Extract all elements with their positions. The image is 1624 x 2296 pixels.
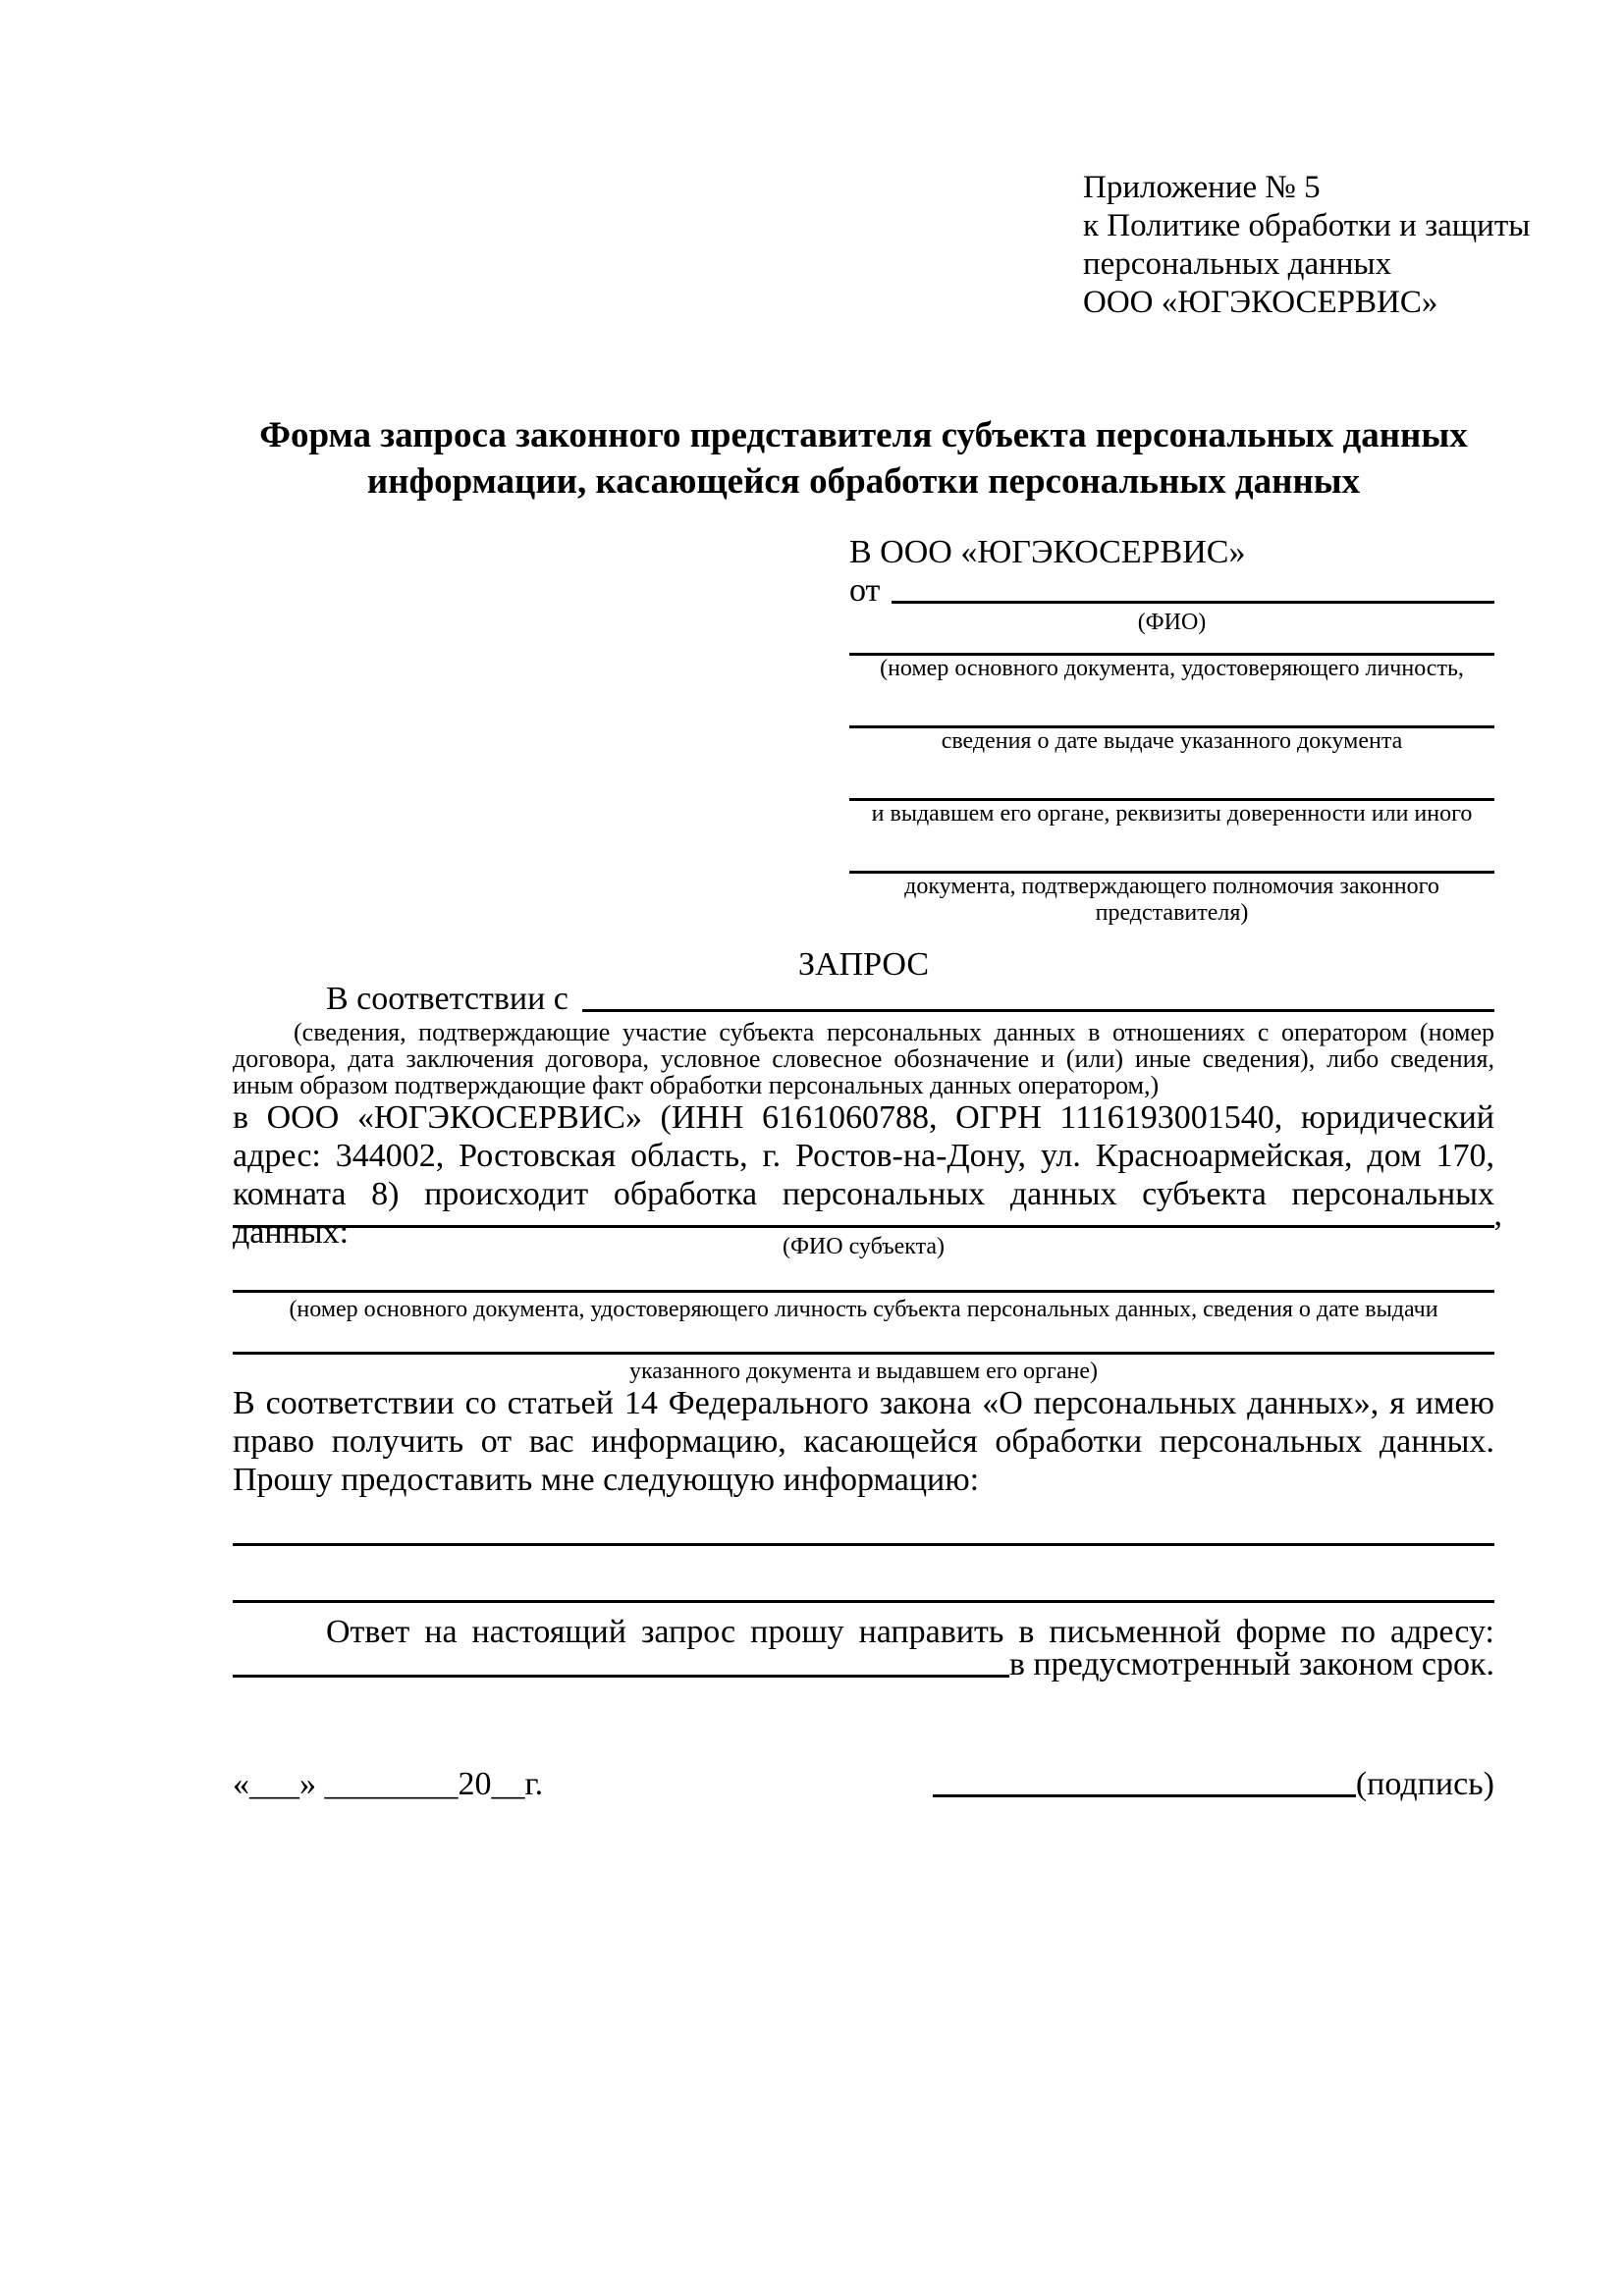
subject-doc-field-2[interactable] bbox=[233, 1352, 1494, 1355]
annex-note bbox=[1083, 169, 1530, 322]
subject-doc-field-1[interactable] bbox=[233, 1290, 1494, 1293]
annex-note-line: персональных данных bbox=[1083, 246, 1392, 282]
fio-caption: (ФИО) bbox=[1137, 610, 1207, 635]
reply-sentence: Ответ на настоящий запрос прошу направить в письменной форме по адресу: bbox=[326, 1614, 1494, 1650]
form-title bbox=[233, 412, 1494, 505]
law-paragraph: В соответствии со статьей 14 Федерального закона «О персональных данных», я имею право получить от вас информацию, касающейся обработки персональных данных. Прошу предоставить мне следующую информацию: bbox=[233, 1385, 1494, 1498]
reply-address-field[interactable] bbox=[233, 1675, 1009, 1678]
request-heading: ЗАПРОС bbox=[797, 946, 930, 983]
form-title-line2: информации, касающейся обработки персональных данных bbox=[366, 461, 1361, 502]
rep-authority-doc-caption: документа, подтверждающего полномочия законного представителя) bbox=[904, 874, 1439, 926]
requested-info-field-1[interactable] bbox=[233, 1543, 1494, 1546]
signature-field[interactable] bbox=[933, 1794, 1356, 1797]
form-title-line1: Форма запроса законного представителя субъекта персональных данных bbox=[259, 415, 1468, 455]
requested-info-field-2[interactable] bbox=[233, 1600, 1494, 1603]
rep-doc-issue-date-caption: сведения о дате выдаче указанного документа bbox=[941, 728, 1403, 754]
signature-caption: (подпись) bbox=[1355, 1766, 1494, 1802]
accordance-row bbox=[233, 980, 1494, 1018]
rep-doc-issuer-caption: и выдавшем его органе, реквизиты доверенности или иного bbox=[871, 801, 1473, 827]
annex-note-line: к Политике обработки и защиты bbox=[1083, 208, 1531, 243]
date-field[interactable]: «___» ________20__г. bbox=[233, 1766, 544, 1802]
subject-doc-caption-2: указанного документа и выдавшем его органе) bbox=[628, 1359, 1099, 1384]
rep-doc-number-field[interactable] bbox=[849, 636, 1494, 656]
rep-doc-issuer-field[interactable] bbox=[849, 755, 1494, 801]
subject-line-comma: , bbox=[1493, 1197, 1502, 1233]
subject-fio-row bbox=[233, 1196, 1502, 1234]
subject-fio-caption: (ФИО субъекта) bbox=[782, 1234, 946, 1259]
reply-address-row bbox=[233, 1645, 1494, 1683]
annex-note-line: Приложение № 5 bbox=[1083, 170, 1321, 205]
signature-row bbox=[933, 1765, 1494, 1803]
from-label: от bbox=[849, 572, 881, 609]
reply-tail: в предусмотренный законом срок. bbox=[1008, 1646, 1494, 1682]
addressee-block bbox=[849, 533, 1494, 927]
subject-fio-field[interactable] bbox=[233, 1225, 1494, 1228]
basis-footnote: (сведения, подтверждающие участие субъекта персональных данных в отношениях с оператором (номер договора, дата заключения договора, условное словесное обозначение и (или) иные сведения), либо сведения, иным образом подтверждающие факт обработки персональных данных оператором,) bbox=[233, 1018, 1494, 1099]
operator-paragraph: в ООО «ЮГЭКОСЕРВИС» (ИНН 6161060788, ОГРН 1116193001540, юридический адрес: 344002, Ростовская область, г. Ростов-на-Дону, ул. Красноармейская, дом 170, комната 8) происходит обработка персональных данных субъекта персональных данных: bbox=[233, 1099, 1494, 1251]
basis-field[interactable] bbox=[582, 1009, 1494, 1012]
from-row bbox=[849, 571, 1494, 610]
representative-fio-field[interactable] bbox=[892, 601, 1494, 604]
annex-note-line: ООО «ЮГЭКОСЕРВИС» bbox=[1083, 285, 1438, 320]
addressee-to: В ООО «ЮГЭКОСЕРВИС» bbox=[849, 534, 1246, 570]
accordance-label: В соответствии с bbox=[326, 981, 568, 1017]
rep-authority-doc-field[interactable] bbox=[849, 828, 1494, 874]
rep-doc-number-caption: (номер основного документа, удостоверяющего личность, bbox=[880, 656, 1464, 681]
subject-doc-caption-1: (номер основного документа, удостоверяющего личность субъекта персональных данных, сведения о дате выдачи bbox=[289, 1297, 1438, 1322]
rep-doc-issue-date-field[interactable] bbox=[849, 682, 1494, 728]
